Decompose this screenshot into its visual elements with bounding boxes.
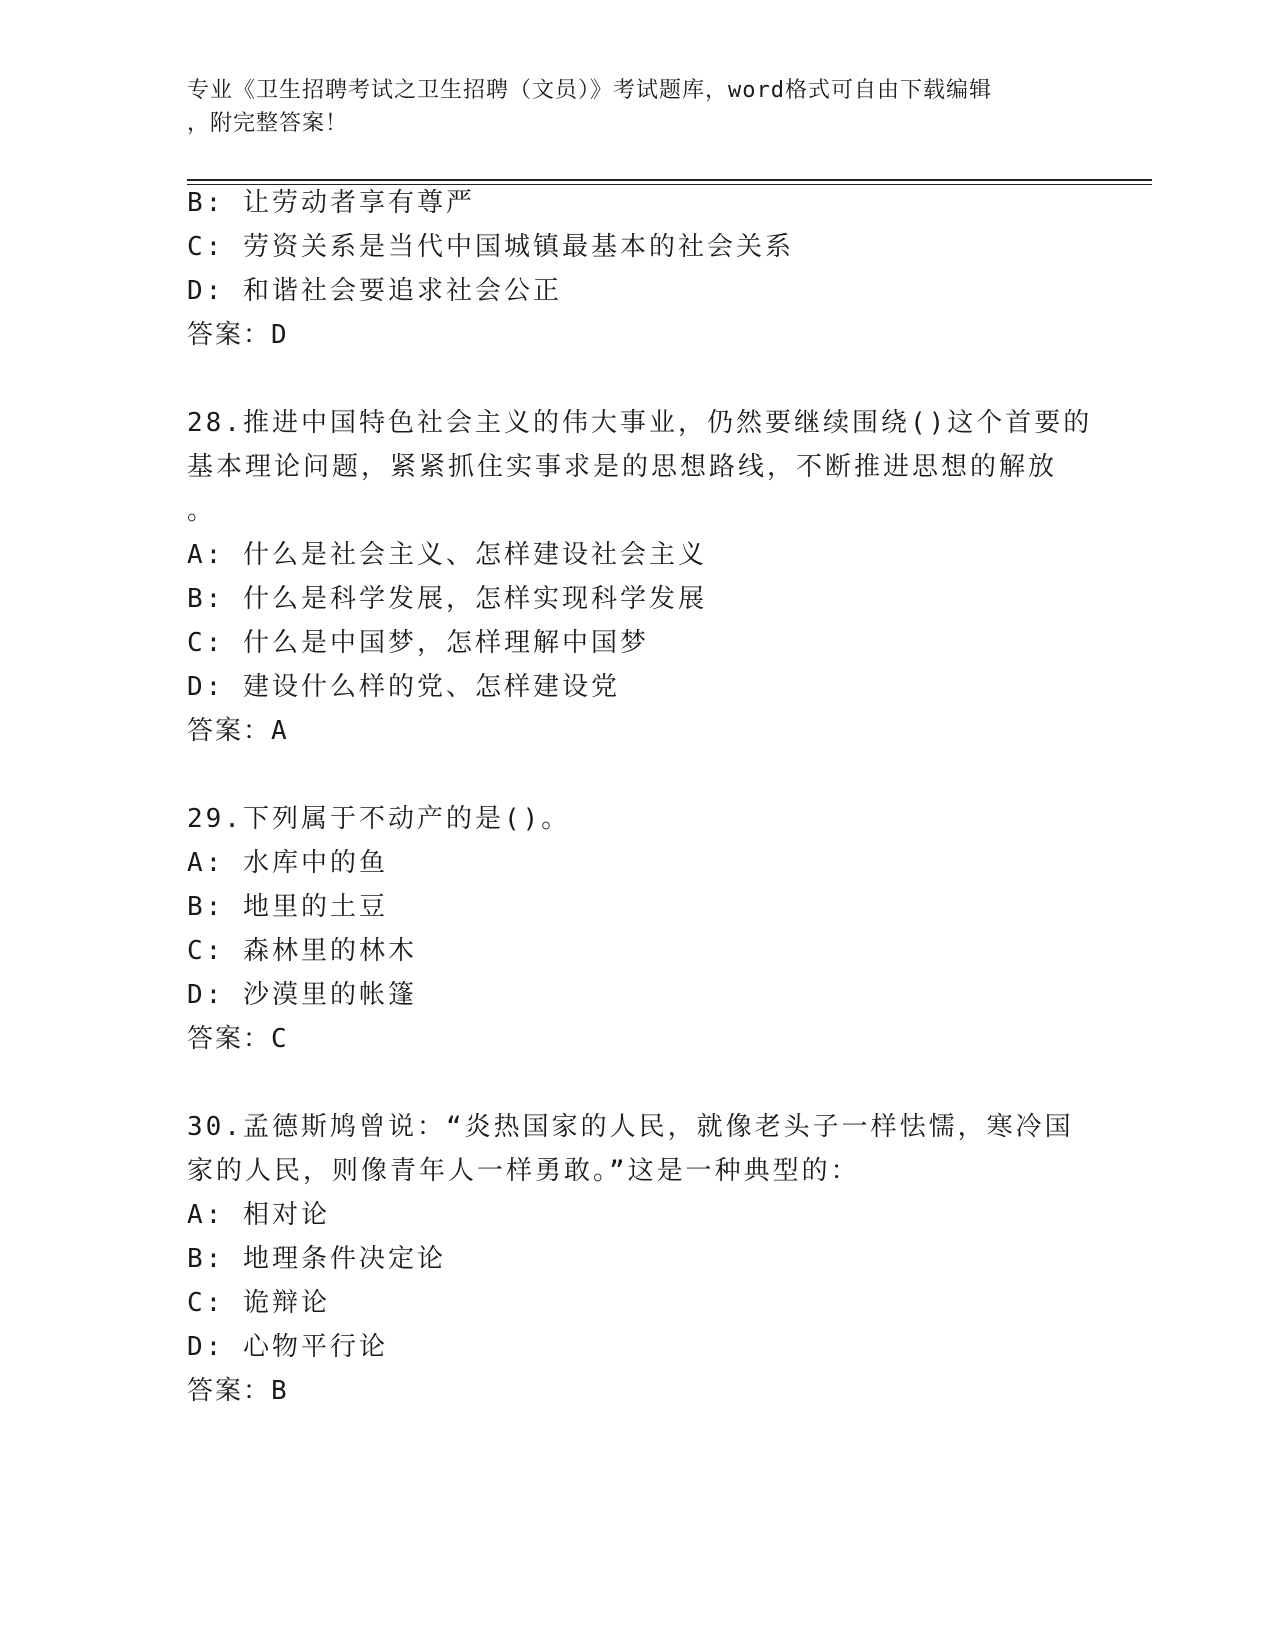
option-a — [187, 538, 707, 572]
question-stem-line: 。 — [187, 496, 217, 526]
answer-value: C — [271, 1024, 289, 1054]
option-text: 相对论 — [242, 1200, 330, 1230]
option-label: C: — [187, 936, 225, 966]
option-c — [187, 626, 649, 660]
document-header — [187, 74, 1067, 140]
option-label: B: — [187, 892, 225, 922]
option-b — [187, 582, 707, 616]
option-text: 沙漠里的帐篷 — [242, 980, 417, 1010]
option-label: D: — [187, 672, 225, 702]
option-text: 诡辩论 — [242, 1288, 330, 1318]
option-b — [187, 890, 388, 924]
question-stem-line: 30.孟德斯鸠曾说：“炎热国家的人民，就像老头子一样怯懦，寒冷国 — [187, 1112, 1074, 1142]
option-label: B: — [187, 188, 225, 218]
option-text: 劳资关系是当代中国城镇最基本的社会关系 — [242, 232, 794, 262]
option-label: C: — [187, 232, 225, 262]
option-text: 和谐社会要追求社会公正 — [242, 276, 562, 306]
option-label: D: — [187, 980, 225, 1010]
question-stem-line: 29.下列属于不动产的是()。 — [187, 804, 571, 834]
answer-label: 答案： — [187, 1376, 272, 1406]
answer-line — [187, 318, 289, 352]
header-line-2: ，附完整答案！ — [187, 111, 349, 136]
header-line-1: 专业《卫生招聘考试之卫生招聘（文员）》考试题库，word格式可自由下载编辑 — [187, 78, 992, 103]
option-d — [187, 1330, 388, 1364]
answer-label: 答案： — [187, 320, 272, 350]
answer-line — [187, 714, 289, 748]
option-label: B: — [187, 1244, 225, 1274]
option-label: B: — [187, 584, 225, 614]
option-text: 地理条件决定论 — [242, 1244, 446, 1274]
option-a — [187, 846, 388, 880]
option-c — [187, 934, 417, 968]
option-label: A: — [187, 848, 225, 878]
option-text: 让劳动者享有尊严 — [242, 188, 475, 218]
option-text: 水库中的鱼 — [242, 848, 388, 878]
question-stem-line: 基本理论问题，紧紧抓住实事求是的思想路线，不断推进思想的解放 — [187, 452, 1058, 482]
option-d — [187, 670, 620, 704]
option-text: 什么是科学发展，怎样实现科学发展 — [242, 584, 707, 614]
option-text: 什么是社会主义、怎样建设社会主义 — [242, 540, 707, 570]
option-label: C: — [187, 1288, 225, 1318]
option-text: 心物平行论 — [242, 1332, 388, 1362]
answer-line — [187, 1374, 289, 1408]
option-b — [187, 1242, 446, 1276]
option-a — [187, 1198, 330, 1232]
option-label: C: — [187, 628, 225, 658]
answer-value: B — [271, 1376, 289, 1406]
header-divider-thick — [187, 179, 1152, 181]
option-b — [187, 186, 475, 220]
answer-value: D — [271, 320, 289, 350]
option-text: 森林里的林木 — [242, 936, 417, 966]
answer-label: 答案： — [187, 716, 272, 746]
option-c — [187, 230, 794, 264]
option-c — [187, 1286, 330, 1320]
option-label: A: — [187, 1200, 225, 1230]
question-stem-line: 28.推进中国特色社会主义的伟大事业，仍然要继续围绕()这个首要的 — [187, 408, 1093, 438]
option-text: 建设什么样的党、怎样建设党 — [242, 672, 620, 702]
answer-label: 答案： — [187, 1024, 272, 1054]
question-stem-line: 家的人民，则像青年人一样勇敢。”这是一种典型的： — [187, 1156, 860, 1186]
option-d — [187, 978, 417, 1012]
header-divider-thin — [187, 184, 1152, 185]
option-text: 地里的土豆 — [242, 892, 388, 922]
option-label: A: — [187, 540, 225, 570]
option-label: D: — [187, 276, 225, 306]
option-text: 什么是中国梦，怎样理解中国梦 — [242, 628, 649, 658]
answer-line — [187, 1022, 289, 1056]
option-label: D: — [187, 1332, 225, 1362]
option-d — [187, 274, 562, 308]
answer-value: A — [271, 716, 289, 746]
